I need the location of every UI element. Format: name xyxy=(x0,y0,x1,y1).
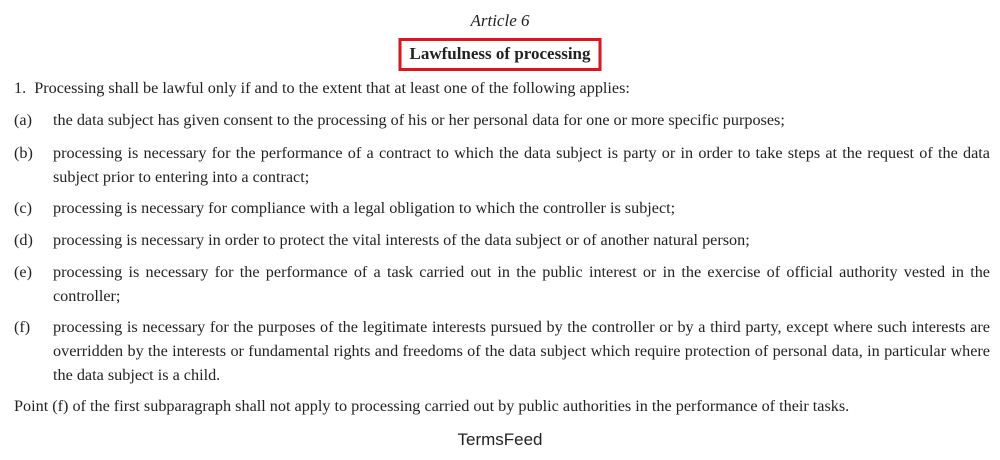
point-text: processing is necessary for the purposes of the legitimate interests pursued by the controller or by a third party, except where such interests are overridden by the interests or fundamental rights and freedoms of the data subject which require protection of personal data, in particular where the data subject is a child. xyxy=(53,318,990,384)
point-a xyxy=(14,108,990,132)
point-label: (c) xyxy=(14,199,32,217)
point-text: processing is necessary for compliance with a legal obligation to which the controller is subject; xyxy=(53,199,676,217)
closing-paragraph: Point (f) of the first subparagraph shall not apply to processing carried out by public authorities in the performance of their tasks. xyxy=(14,397,850,415)
article-number: Article 6 xyxy=(470,11,530,30)
point-f xyxy=(14,315,990,387)
point-text: processing is necessary for the performance of a task carried out in the public interest or in the exercise of official authority vested in the controller; xyxy=(53,263,990,305)
point-text: processing is necessary for the performance of a contract to which the data subject is party or in order to take steps at the request of the data subject prior to entering into a contract; xyxy=(53,144,990,186)
intro-paragraph xyxy=(14,76,994,100)
point-label: (a) xyxy=(14,111,32,129)
intro-text: Processing shall be lawful only if and to the extent that at least one of the following applies: xyxy=(34,79,630,97)
point-label: (d) xyxy=(14,231,33,249)
point-d xyxy=(14,228,990,252)
point-text: the data subject has given consent to the processing of his or her personal data for one or more specific purposes; xyxy=(53,111,785,129)
intro-label: 1. xyxy=(14,79,27,97)
point-c xyxy=(14,196,990,220)
brand-watermark: TermsFeed xyxy=(457,430,543,449)
point-e xyxy=(14,260,990,308)
point-label: (e) xyxy=(14,263,32,281)
point-b xyxy=(14,141,990,189)
point-text: processing is necessary in order to protect the vital interests of the data subject or of another natural person; xyxy=(53,231,750,249)
article-title: Lawfulness of processing xyxy=(398,38,601,71)
point-label: (f) xyxy=(14,318,31,336)
point-label: (b) xyxy=(14,144,33,162)
